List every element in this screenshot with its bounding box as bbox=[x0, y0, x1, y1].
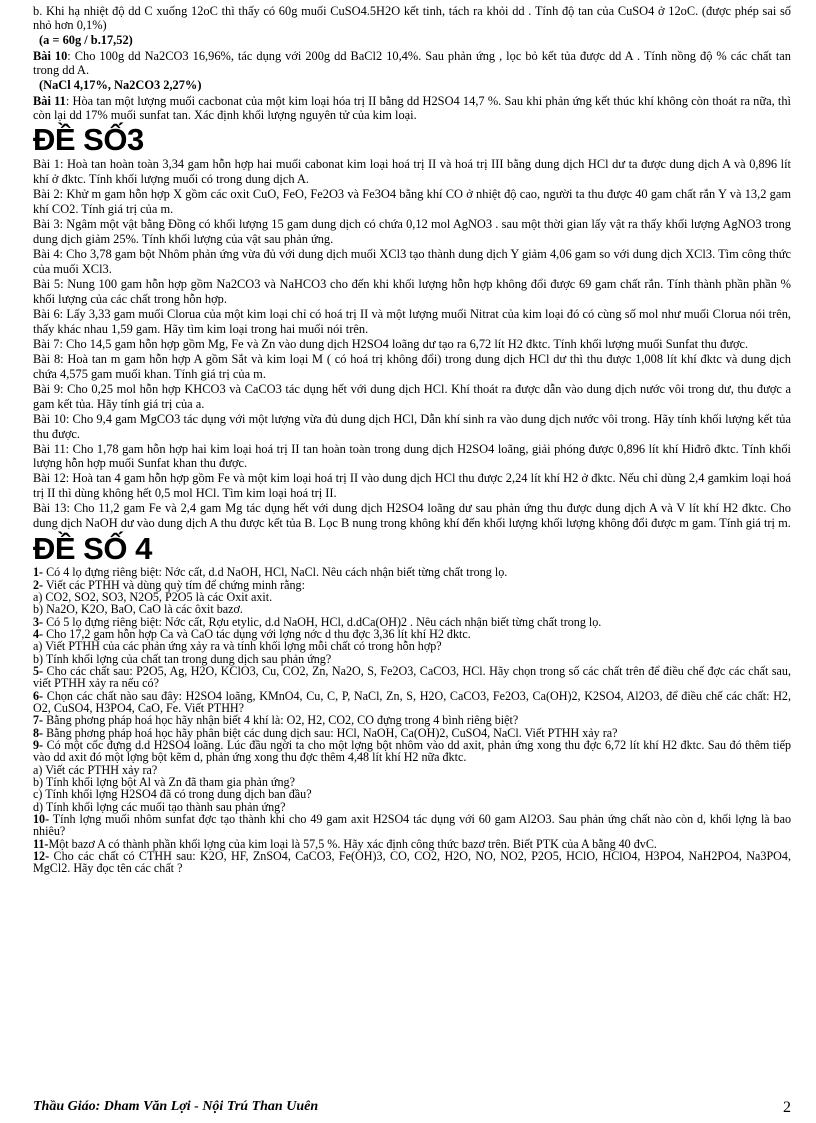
question-text: Có một cốc đựng d.d H2SO4 loãng. Lúc đầu ngời ta cho một lợng bột nhôm vào dd axit, phản ứng xong thu đợc 6,72 lít khí H2 đktc. Sau đó thêm tiếp vào dd axit đó một lợng bột kẽm d, phản ứng xong thu đợc thêm 4,48 lít khí H2 nữa đktc. bbox=[33, 738, 791, 765]
exercise-paragraph bbox=[33, 49, 791, 77]
question-text: Cho các chất có CTHH sau: K2O, HF, ZnSO4, CaCO3, Fe(OH)3, CO, CO2, H2O, NO, NO2, P2O5, HClO, HClO4, H3PO4, NaH2PO4, Na3PO4, MgCl2. Hãy đọc tên các chất ? bbox=[33, 849, 791, 876]
exercise-text: : Hòa tan một lượng muối cacbonat của một kim loại hóa trị II bằng dd H2SO4 14,7 %. Sau khi phản ứng kết thúc khí không còn thoát ra nữa, thì còn lại dd 17% muối sunfat tan. Xác định khối lượng nguyên tử của kim loại. bbox=[33, 94, 791, 123]
exercise-item: Bài 8: Hoà tan m gam hỗn hợp A gồm Sắt và kim loại M ( có hoá trị không đổi) trong dung dịch HCl dư thì thu được 1,008 lít khí đktc và dung dịch chứa 4,575 gam muối khan. Tính giá trị của m. bbox=[33, 351, 791, 381]
question-text: Một bazơ A có thành phần khối lợng của kim loại là 57,5 %. Hãy xác định công thức bazơ trên. Biết PTK của A bằng 40 đvC. bbox=[48, 836, 657, 851]
exercise-item: Bài 2: Khử m gam hỗn hợp X gồm các oxit CuO, FeO, Fe2O3 và Fe3O4 bằng khí CO ở nhiệt độ cao, người ta thu được 40 gam chất rắn Y và 13,2 gam khí CO2. Tính giá trị của m. bbox=[33, 187, 791, 217]
question-line bbox=[33, 850, 791, 875]
question-text: c) Tính khối lợng H2SO4 đã có trong dung dịch ban đầu? bbox=[33, 787, 312, 802]
question-text: Bằng phơng pháp hoá học hãy nhận biết 4 khí là: O2, H2, CO2, CO đựng trong 4 bình riêng biệt? bbox=[43, 713, 519, 728]
document-page bbox=[33, 4, 791, 875]
exercise-item: Bài 6: Lấy 3,33 gam muối Clorua của một kim loại chỉ có hoá trị II và một lượng muối Nitrat của kim loại đó có cùng số mol như muối Clorua nói trên, thấy khác nhau 1,59 gam. Hãy tìm kim loại trong hai muối nói trên. bbox=[33, 306, 791, 336]
text-paragraph: b. Khi hạ nhiệt độ dd C xuống 12oC thì thấy có 60g muối CuSO4.5H2O kết tinh, tách ra khỏi dd . Tính độ tan của CuSO4 ở 12oC. (được phép sai số nhỏ hơn 0,1%) bbox=[33, 4, 791, 33]
question-line bbox=[33, 665, 791, 690]
exercise-item: Bài 12: Hoà tan 4 gam hỗn hợp gồm Fe và một kim loại hoá trị II vào dung dịch HCl thu được 2,24 lít khí H2 ở đktc. Nếu chỉ dùng 2,4 gamkim loại hoá trị II thì dùng không hết 0,5 mol HCl. Tìm kim loại hoá trị II. bbox=[33, 471, 791, 501]
exercise-item: Bài 9: Cho 0,25 mol hỗn hợp KHCO3 và CaCO3 tác dụng hết với dung dịch HCl. Khí thoát ra được dẫn vào dung dịch nước vôi trong dư, thu được a gam kết tủa. Hãy tính giá trị của a. bbox=[33, 381, 791, 411]
question-number: 3- bbox=[33, 614, 44, 629]
exercise-item: Bài 4: Cho 3,78 gam bột Nhôm phản ứng vừa đủ với dung dịch muối XCl3 tạo thành dung dịch Y giảm 4,06 gam so với dung dịch XCl3. Tìm công thức của muối XCl3. bbox=[33, 247, 791, 277]
section-title: ĐỀ SỐ3 bbox=[33, 122, 144, 158]
section-de-so-4 bbox=[33, 533, 791, 875]
exercise-item: Bài 10: Cho 9,4 gam MgCO3 tác dụng với một lượng vừa đủ dung dịch HCl, Dẫn khí sinh ra vào dung dịch nước vôi trong. Hãy tính khối lượng kết tủa thu được. bbox=[33, 411, 791, 441]
question-number: 7- bbox=[33, 713, 44, 728]
exercise-label: Bài 10 bbox=[33, 49, 68, 63]
exercise-item: Bài 1: Hoà tan hoàn toàn 3,34 gam hỗn hợp hai muối cabonat kim loại hoá trị II và hoá trị III bằng dung dịch HCl dư ta được dung dịch A và 0,896 lít khí ở đktc. Tính khối lượng muối có trong dung dịch A. bbox=[33, 157, 791, 187]
question-line bbox=[33, 690, 791, 715]
question-number: 10- bbox=[33, 812, 50, 827]
exercise-item: Bài 5: Nung 100 gam hỗn hợp gồm Na2CO3 và NaHCO3 cho đến khi khối lượng hỗn hợp không đổi được 69 gam chất rắn. Tính thành phần phần % khối lượng của các chất trong hỗn hợp. bbox=[33, 277, 791, 306]
question-text: Viết các PTHH và dùng quỳ tím để chứng minh rằng: bbox=[43, 577, 305, 592]
answer-line: (NaCl 4,17%, Na2CO3 2,27%) bbox=[39, 78, 202, 93]
question-text: b) Na2O, K2O, BaO, CaO là các ôxit bazơ. bbox=[33, 602, 243, 617]
question-line bbox=[33, 739, 791, 764]
exercise-paragraph bbox=[33, 94, 791, 122]
exercise-label: Bài 11 bbox=[33, 94, 66, 108]
question-text: Chọn các chất nào sau đây: H2SO4 loãng, KMnO4, Cu, C, P, NaCl, Zn, S, H2O, CaCO3, Fe2O3, Ca(OH)2, K2SO4, Al2O3, để điều chế các chất: H2, O2, CuSO4, H3PO4, CaO, Fe. Viết PTHH? bbox=[33, 688, 791, 716]
section-de-so-3 bbox=[33, 124, 791, 531]
question-number: 8- bbox=[33, 725, 44, 740]
question-number: 6- bbox=[33, 688, 44, 703]
question-text: Có 5 lọ đựng riêng biệt: Nớc cất, Rợu etylic, d.d NaOH, HCl, d.dCa(OH)2 . Nêu cách nhận biết từng chất trong lọ. bbox=[43, 614, 602, 629]
question-number: 4- bbox=[33, 626, 44, 641]
answer-line: (a = 60g / b.17,52) bbox=[39, 33, 133, 48]
question-text: Tính lợng muối nhôm sunfat đợc tạo thành khi cho 49 gam axit H2SO4 tác dụng với 60 gam Al2O3. Sau phản ứng chất nào còn d, khối lợng là bao nhiêu? bbox=[33, 812, 791, 839]
question-text: a) CO2, SO2, SO3, N2O5, P2O5 là các Oxit axit. bbox=[33, 589, 273, 604]
question-text: b) Tính khối lợng bột Al và Zn đã tham gia phản ứng? bbox=[33, 775, 295, 790]
exercise-item: Bài 3: Ngâm một vật bằng Đồng có khối lượng 15 gam dung dịch có chứa 0,12 mol AgNO3 . sau một thời gian lấy vật ra thấy khối lượng AgNO3 trong dung dịch giảm 25%. Tính khối lượng của vật sau phản ứng. bbox=[33, 217, 791, 247]
question-text: b) Tính khối lợng của chất tan trong dung dịch sau phản ứng? bbox=[33, 651, 332, 666]
question-text: Có 4 lọ đựng riêng biệt: Nớc cất, d.d NaOH, HCl, NaCl. Nêu cách nhận biết từng chất trong lọ. bbox=[43, 565, 508, 580]
exercise-item: Bài 7: Cho 14,5 gam hỗn hợp gồm Mg, Fe và Zn vào dung dịch H2SO4 loãng dư tạo ra 6,72 lít H2 đktc. Tính khối lượng muối Sunfat thu được. bbox=[33, 336, 749, 351]
question-text: Cho 17,2 gam hỗn hợp Ca và CaO tác dụng với lợng nớc d thu đợc 3,36 lít khí H2 đktc. bbox=[43, 626, 471, 641]
page-number: 2 bbox=[783, 1099, 791, 1116]
question-text: a) Viết các PTHH xảy ra? bbox=[33, 762, 158, 777]
author-signature: Thầu Giáo: Dham Văn Lợi - Nội Trú Than Uuên bbox=[33, 1099, 319, 1114]
question-number: 5- bbox=[33, 663, 44, 678]
exercise-text: : Cho 100g dd Na2CO3 16,96%, tác dụng với 200g dd BaCl2 10,4%. Sau phản ứng , lọc bỏ kết tủa được dd A . Tính nồng độ % các chất tan trong dd A. bbox=[33, 49, 791, 78]
question-number: 11- bbox=[33, 836, 49, 851]
exercise-item: Bài 11: Cho 1,78 gam hỗn hợp hai kim loại hoá trị II tan hoàn toàn trong dung dịch H2SO4 loãng, giải phóng được 0,896 lít khí Hiđrô đktc. Tính khối lượng hỗn hợp muối Sunfat khan thu được. bbox=[33, 441, 791, 471]
question-number: 1- bbox=[33, 565, 44, 580]
question-number: 9- bbox=[33, 738, 44, 753]
question-list bbox=[33, 566, 791, 875]
question-number: 2- bbox=[33, 577, 44, 592]
question-line bbox=[33, 813, 791, 838]
question-text: Cho các chất sau: P2O5, Ag, H2O, KClO3, Cu, CO2, Zn, Na2O, S, Fe2O3, CaCO3, HCl. Hãy chọn trong số các chất trên để điều chế đợc các chất sau, viết PTHH xảy ra nếu có? bbox=[33, 663, 791, 691]
question-number: 12- bbox=[33, 849, 50, 864]
question-text: Bằng phơng pháp hoá học hãy phân biệt các dung dịch sau: HCl, NaOH, Ca(OH)2, CuSO4, NaCl. Viết PTHH xảy ra? bbox=[43, 725, 618, 740]
question-text: d) Tính khối lợng các muối tạo thành sau phản ứng? bbox=[33, 799, 286, 814]
exercise-item: Bài 13: Cho 11,2 gam Fe và 2,4 gam Mg tác dụng hết với dung dịch H2SO4 loãng dư sau phản ứng thu được dung dịch A và V lít khí H2 đktc. Cho dung dịch NaOH dư vào dung dịch A thu được kết tủa B. Lọc B nung trong không khí đến khối lượng khối lượng không đổi được m gam. Tính giá trị m. bbox=[33, 501, 791, 531]
question-text: a) Viết PTHH của các phản ứng xảy ra và tính khối lợng mỗi chất có trong hỗn hợp? bbox=[33, 639, 442, 654]
section-title: ĐỀ SỐ 4 bbox=[33, 531, 152, 567]
page-footer bbox=[33, 1099, 791, 1119]
